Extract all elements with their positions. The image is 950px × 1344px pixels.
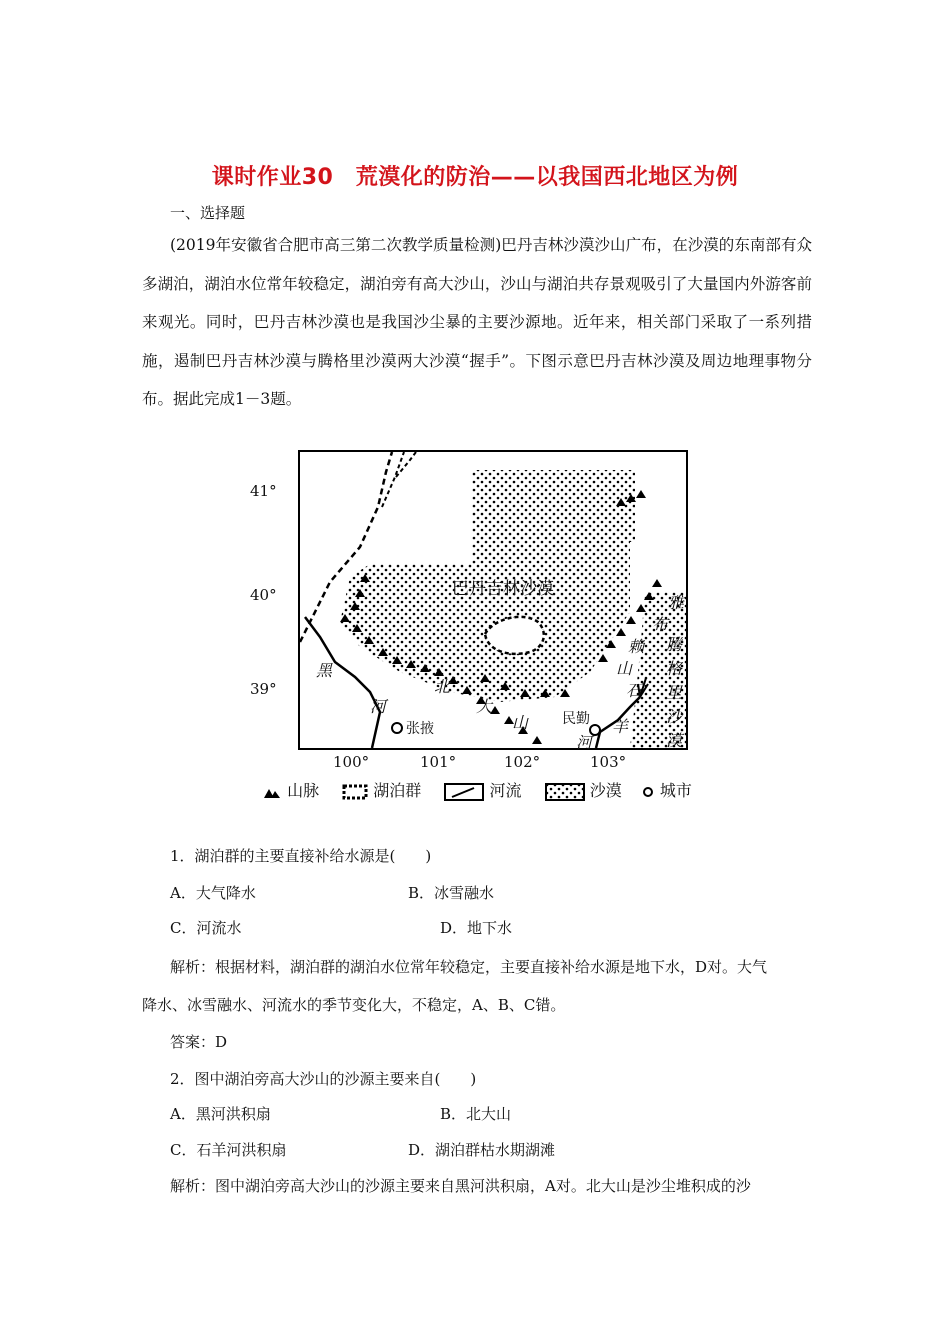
heihe-label-1: 黑 [316, 661, 333, 680]
shiyang-he-label: 河 [576, 733, 593, 752]
map-figure [250, 440, 730, 810]
legend-desert-label: 沙漠 [589, 781, 622, 800]
lon-label-102: 102° [504, 753, 541, 771]
q1-analysis-2: 降水、冰雪融水、河流水的季节变化大，不稳定，A、B、C错。 [142, 996, 566, 1014]
q1-answer: 答案：D [170, 1033, 228, 1051]
map-frame [298, 450, 688, 750]
q2-option-b: B．北大山 [440, 1105, 512, 1123]
zhangye-city-marker [392, 723, 402, 733]
yabulai-label-4: 山 [616, 659, 633, 678]
zhangye-label: 张掖 [406, 721, 434, 737]
q1-option-d: D．地下水 [440, 919, 513, 937]
map-drawing [300, 452, 686, 748]
legend-lakes-label: 湖泊群 [373, 781, 422, 800]
beidashan-label-1: 北 [434, 677, 451, 696]
tengger-label-1: 腾 [666, 635, 683, 654]
city-icon [641, 785, 655, 799]
q1-stem: 1．湖泊群的主要直接补给水源是( ) [170, 847, 432, 865]
map-legend [262, 778, 696, 801]
lon-label-100: 100° [333, 753, 370, 771]
lon-label-101: 101° [420, 753, 457, 771]
lake-group-icon [342, 784, 368, 800]
beidashan-label-2: 大 [476, 697, 493, 716]
tengger-label-3: 里 [666, 683, 683, 702]
yabulai-label-1: 雅 [668, 593, 685, 612]
yabulai-label-3: 赖 [628, 637, 645, 656]
river-icon [444, 783, 484, 801]
legend-city-label: 城市 [659, 781, 692, 800]
heihe-label-2: 河 [370, 697, 387, 716]
q1-analysis-1: 解析：根据材料，湖泊群的湖泊水位常年较稳定，主要直接补给水源是地下水，D对。大气 [170, 958, 768, 976]
q2-stem: 2．图中湖泊旁高大沙山的沙源主要来自( ) [170, 1070, 477, 1088]
minqin-label: 民勤 [562, 711, 590, 727]
page-title: 课时作业30 荒漠化的防治——以我国西北地区为例 [211, 165, 739, 190]
legend-river-label: 河流 [489, 781, 522, 800]
q1-option-b: B．冰雪融水 [408, 884, 495, 902]
intro-paragraph: (2019年安徽省合肥市高三第二次教学质量检测)巴丹吉林沙漠沙山广布，在沙漠的东南部有众多湖泊，湖泊水位常年较稳定，湖泊旁有高大沙山，沙山与湖泊共存景观吸引了大量国内外游客前来观光。同时，巴丹吉林沙漠也是我国沙尘暴的主要沙源地。近年来，相关部门采取了一系列措施，遏制巴丹吉林沙漠与腾格里沙漠两大沙漠“握手”。下图示意巴丹吉林沙漠及周边地理事物分布。据此完成1－3题。 [142, 236, 812, 408]
lon-label-103: 103° [590, 753, 627, 771]
legend-mountain-label: 山脉 [287, 781, 320, 800]
shiyang-label-2: 羊 [612, 717, 629, 736]
q1-option-a: A．大气降水 [170, 884, 256, 902]
desert-name-label: 巴丹吉林沙漠 [452, 579, 554, 599]
yabulai-label-2: 布 [652, 615, 669, 634]
tengger-label-5: 漠 [666, 731, 683, 750]
q2-option-a: A．黑河洪积扇 [170, 1105, 271, 1123]
shiyang-label-1: 石 [626, 681, 643, 700]
beidashan-label-3: 山 [512, 713, 529, 732]
lat-label-40: 40° [250, 586, 277, 604]
q2-analysis-1: 解析：图中湖泊旁高大沙山的沙源主要来自黑河洪积扇，A对。北大山是沙尘堆积成的沙 [170, 1177, 751, 1195]
tengger-label-2: 格 [666, 659, 683, 678]
lat-label-41: 41° [250, 482, 277, 500]
desert-icon [545, 783, 585, 801]
mountain-icon [262, 785, 282, 799]
q2-option-c: C．石羊河洪积扇 [170, 1141, 287, 1159]
tengger-label-4: 沙 [666, 707, 683, 726]
lat-label-39: 39° [250, 680, 277, 698]
section-heading: 一、选择题 [170, 204, 246, 222]
q1-option-c: C．河流水 [170, 919, 242, 937]
q2-option-d: D．湖泊群枯水期湖滩 [408, 1141, 556, 1159]
